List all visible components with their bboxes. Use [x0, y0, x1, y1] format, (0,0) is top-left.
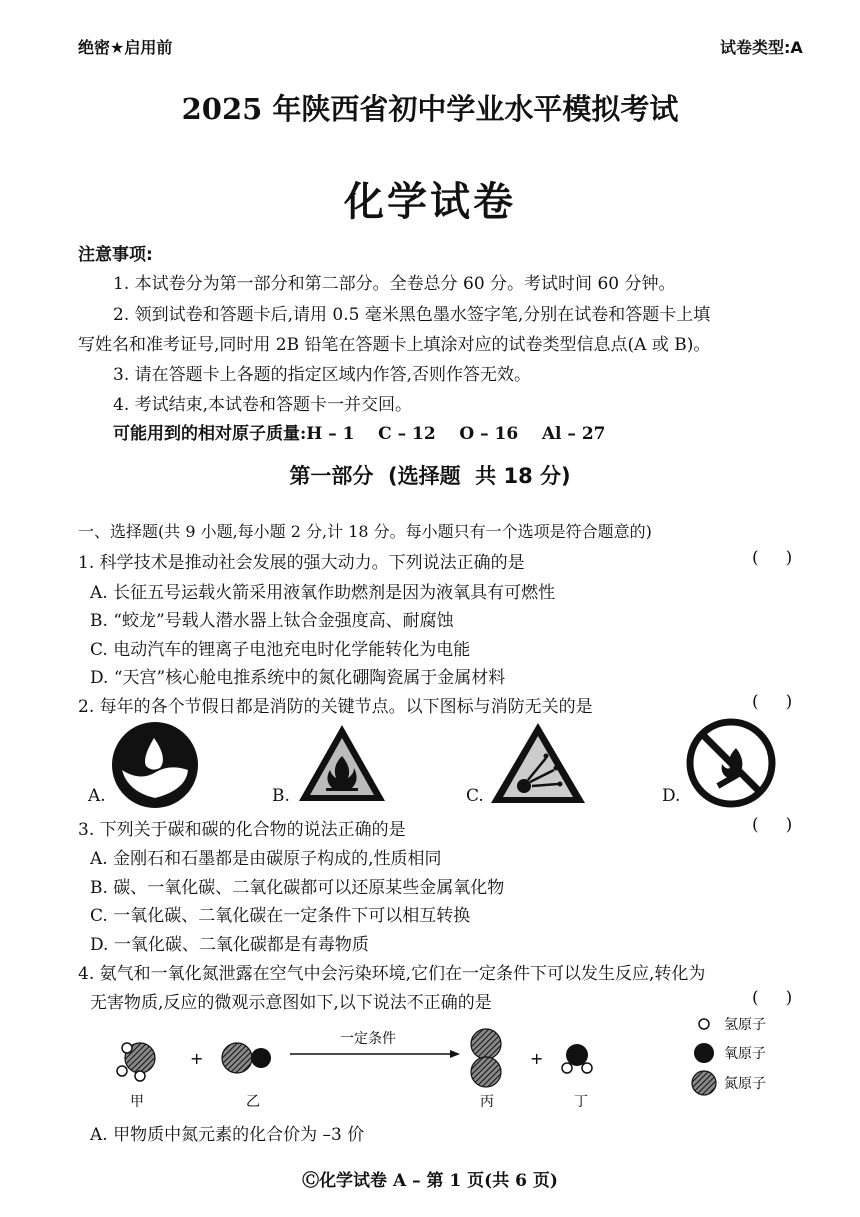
- subject-title: 化学试卷: [344, 179, 516, 225]
- q1-option-b: B. “蛟龙”号载人潜水器上钛合金强度高、耐腐蚀: [90, 611, 454, 631]
- molecule-yi: [222, 1043, 271, 1073]
- notes-item-1: 1. 本试卷分为第一部分和第二部分。全卷总分 60 分。考试时间 60 分钟。: [113, 274, 676, 294]
- label-jia: 甲: [130, 1094, 144, 1110]
- q2-label-d: D.: [662, 786, 681, 806]
- label-yi: 乙: [246, 1094, 260, 1110]
- atom-legend: [690, 1010, 830, 1100]
- notes-item-3: 3. 请在答题卡上各题的指定区域内作答,否则作答无效。: [113, 365, 532, 385]
- notes-item-2: 2. 领到试卷和答题卡后,请用 0.5 毫米黑色墨水签字笔,分别在试卷和答题卡上填: [113, 305, 711, 325]
- q3-answer-paren: ( ): [752, 815, 793, 835]
- notes-item-4: 4. 考试结束,本试卷和答题卡一并交回。: [113, 395, 413, 415]
- notes-item-2-cont: 写姓名和准考证号,同时用 2B 铅笔在答题卡上填涂对应的试卷类型信息点(A 或 B)。: [78, 335, 711, 355]
- paper-type-label: 试卷类型:A: [720, 38, 803, 57]
- notes-heading: 注意事项:: [78, 245, 153, 265]
- q2-stem: 2. 每年的各个节假日都是消防的关键节点。以下图标与消防无关的是: [78, 697, 593, 717]
- plus-sign-1: +: [190, 1049, 204, 1068]
- water-saving-icon: [110, 720, 200, 810]
- flammable-warning-icon: [296, 722, 388, 804]
- q3-option-b: B. 碳、一氧化碳、二氧化碳都可以还原某些金属氧化物: [90, 878, 505, 898]
- no-fire-icon: [686, 718, 776, 808]
- molecule-ding: [562, 1044, 592, 1073]
- q3-option-d: D. 一氧化碳、二氧化碳都是有毒物质: [90, 935, 369, 955]
- plus-sign-2: +: [530, 1049, 544, 1068]
- legend-hydrogen: 氢原子: [724, 1017, 766, 1033]
- page-number: 化学试卷 A – 第 1 页(共 6 页): [319, 1171, 558, 1191]
- reaction-condition: 一定条件: [340, 1031, 396, 1047]
- q4-option-a: A. 甲物质中氮元素的化合价为 –3 价: [90, 1125, 365, 1145]
- q2-label-a: A.: [88, 786, 106, 806]
- confidential-label: 绝密★启用前: [78, 38, 173, 57]
- q1-option-c: C. 电动汽车的锂离子电池充电时化学能转化为电能: [90, 640, 471, 660]
- explosive-warning-icon: [488, 720, 588, 806]
- q4-stem-line1: 4. 氨气和一氧化氮泄露在空气中会污染环境,它们在一定条件下可以发生反应,转化为: [78, 964, 706, 984]
- q2-label-b: B.: [272, 786, 290, 806]
- part1-title: 第一部分 (选择题 共 18 分): [289, 464, 571, 488]
- q1-option-d: D. “天宫”核心舱电推系统中的氮化硼陶瓷属于金属材料: [90, 668, 506, 688]
- q2-answer-paren: ( ): [752, 692, 793, 712]
- exam-title: 2025 年陕西省初中学业水平模拟考试: [181, 92, 679, 126]
- copyright-mark: Ⓒ: [302, 1171, 320, 1191]
- oxygen-atom-icon: [694, 1043, 714, 1063]
- legend-oxygen: 氧原子: [724, 1046, 766, 1062]
- hydrogen-atom-icon: [699, 1019, 709, 1029]
- reaction-diagram: [100, 1010, 660, 1115]
- molecule-jia: [117, 1043, 155, 1081]
- label-ding: 丁: [574, 1094, 588, 1110]
- q1-option-a: A. 长征五号运载火箭采用液氧作助燃剂是因为液氧具有可燃性: [90, 583, 556, 603]
- molecule-bing: [471, 1029, 501, 1087]
- q3-stem: 3. 下列关于碳和碳的化合物的说法正确的是: [78, 820, 406, 840]
- section-intro: 一、选择题(共 9 小题,每小题 2 分,计 18 分。每小题只有一个选项是符合题意的): [78, 522, 652, 541]
- legend-nitrogen: 氮原子: [724, 1076, 766, 1092]
- q2-label-c: C.: [466, 786, 484, 806]
- q1-answer-paren: ( ): [752, 548, 793, 568]
- nitrogen-atom-icon: [692, 1071, 716, 1095]
- q4-stem-line2: 无害物质,反应的微观示意图如下,以下说法不正确的是: [90, 993, 492, 1013]
- q3-option-c: C. 一氧化碳、二氧化碳在一定条件下可以相互转换: [90, 906, 471, 926]
- label-bing: 丙: [480, 1094, 494, 1110]
- q3-option-a: A. 金刚石和石墨都是由碳原子构成的,性质相同: [90, 849, 442, 869]
- q4-answer-paren: ( ): [752, 988, 793, 1008]
- atomic-masses: 可能用到的相对原子质量:H – 1 C – 12 O – 16 Al – 27: [113, 424, 606, 444]
- page-footer: [0, 1166, 860, 1191]
- q1-stem: 1. 科学技术是推动社会发展的强大动力。下列说法正确的是: [78, 553, 525, 573]
